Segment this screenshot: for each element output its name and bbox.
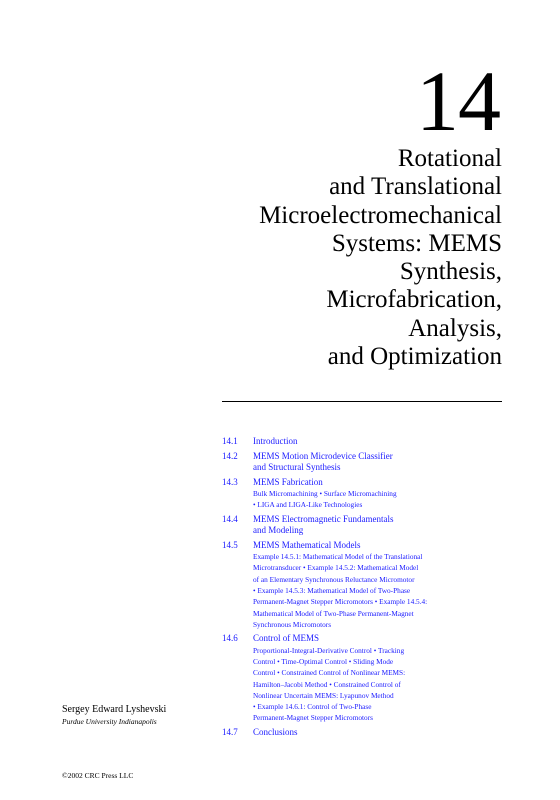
toc-subsection-line[interactable]: Microtransducer • Example 14.5.2: Mathematical Model (253, 563, 419, 573)
toc-subsection-line[interactable]: Bulk Micromachining • Surface Micromachining (253, 489, 397, 498)
toc-subsection-line[interactable]: Permanent-Magnet Stepper Micromotors (253, 713, 373, 723)
title-divider (222, 401, 502, 402)
toc-entry[interactable] (222, 727, 512, 739)
toc-entry[interactable] (222, 436, 512, 448)
toc-section-title[interactable] (253, 514, 512, 537)
table-of-contents (222, 436, 512, 741)
toc-subsections[interactable] (253, 645, 512, 724)
toc-section-number[interactable]: 14.7 (222, 726, 238, 737)
toc-subsections[interactable] (253, 551, 512, 630)
toc-title-line[interactable]: and Structural Synthesis (253, 462, 341, 472)
chapter-title-line: Microelectromechanical (259, 201, 502, 229)
toc-section-number[interactable]: 14.4 (222, 513, 238, 524)
toc-subsection-line[interactable]: Proportional-Integral-Derivative Control • Tracking (253, 645, 405, 655)
toc-entry[interactable] (222, 514, 512, 537)
author-name: Sergey Edward Lyshevski (62, 704, 167, 715)
toc-subsection-line[interactable]: Synchronous Micromotors (253, 619, 332, 629)
toc-title-line[interactable]: and Modeling (253, 525, 304, 536)
toc-title-line[interactable]: MEMS Motion Microdevice Classifier (253, 450, 393, 461)
chapter-title-line: and Translational (329, 173, 502, 201)
toc-section-number[interactable]: 14.1 (222, 436, 238, 446)
toc-section-number[interactable]: 14.6 (222, 633, 238, 644)
toc-section-title[interactable] (253, 540, 512, 552)
toc-section-number[interactable]: 14.2 (222, 450, 238, 461)
toc-subsection-line[interactable]: Nonlinear Uncertain MEMS: Lyapunov Method (253, 690, 394, 700)
toc-title-line[interactable]: Control of MEMS (253, 633, 320, 644)
chapter-title-line: Analysis, (408, 314, 502, 342)
toc-subsection-line[interactable]: Hamilton–Jacobi Method • Constrained Control of (253, 679, 401, 689)
toc-subsection-line[interactable]: Permanent-Magnet Stepper Micromotors • Example 14.5.4: (253, 597, 428, 607)
chapter-title-line: and Optimization (327, 343, 502, 371)
chapter-title (202, 145, 502, 371)
copyright-notice: ©2002 CRC Press LLC (62, 771, 134, 780)
toc-subsection-line[interactable]: • Example 14.5.3: Mathematical Model of Two-Phase (253, 585, 411, 595)
chapter-title-line: Systems: MEMS (331, 229, 502, 257)
toc-subsection-line[interactable]: Control • Constrained Control of Nonlinear MEMS: (253, 668, 406, 678)
toc-title-line[interactable]: MEMS Electromagnetic Fundamentals (253, 513, 394, 524)
toc-entry[interactable] (222, 477, 512, 511)
toc-entry[interactable] (222, 633, 512, 724)
toc-subsection-line[interactable]: • LIGA and LIGA-Like Technologies (253, 500, 363, 510)
toc-title-line[interactable]: MEMS Mathematical Models (253, 539, 361, 550)
toc-section-title[interactable] (253, 727, 512, 739)
chapter-title-line: Synthesis, (399, 258, 502, 286)
author-affiliation: Purdue University Indianapolis (62, 717, 157, 726)
chapter-title-line: Microfabrication, (326, 286, 502, 314)
toc-section-title[interactable] (253, 451, 512, 474)
toc-subsection-line[interactable]: • Example 14.6.1: Control of Two-Phase (253, 702, 372, 712)
chapter-number: 14 (416, 53, 500, 149)
toc-section-number[interactable]: 14.5 (222, 539, 238, 550)
toc-section-title[interactable] (253, 436, 512, 448)
toc-title-line[interactable]: Conclusions (253, 726, 298, 737)
chapter-title-line: Rotational (397, 145, 502, 172)
toc-title-line[interactable]: Introduction (253, 436, 298, 446)
toc-subsection-line[interactable]: of an Elementary Synchronous Reluctance Micromotor (253, 574, 415, 584)
toc-section-title[interactable] (253, 477, 512, 489)
toc-subsection-line[interactable]: Mathematical Model of Two-Phase Permanent-Magnet (253, 608, 414, 618)
toc-entry[interactable] (222, 540, 512, 631)
toc-title-line[interactable]: MEMS Fabrication (253, 476, 323, 487)
toc-section-title[interactable] (253, 633, 512, 645)
toc-subsection-line[interactable]: Example 14.5.1: Mathematical Model of the Translational (253, 552, 423, 562)
toc-subsections[interactable] (253, 488, 512, 511)
toc-subsection-line[interactable]: Control • Time-Optimal Control • Sliding Mode (253, 656, 394, 666)
toc-section-number[interactable]: 14.3 (222, 476, 238, 487)
toc-entry[interactable] (222, 451, 512, 474)
